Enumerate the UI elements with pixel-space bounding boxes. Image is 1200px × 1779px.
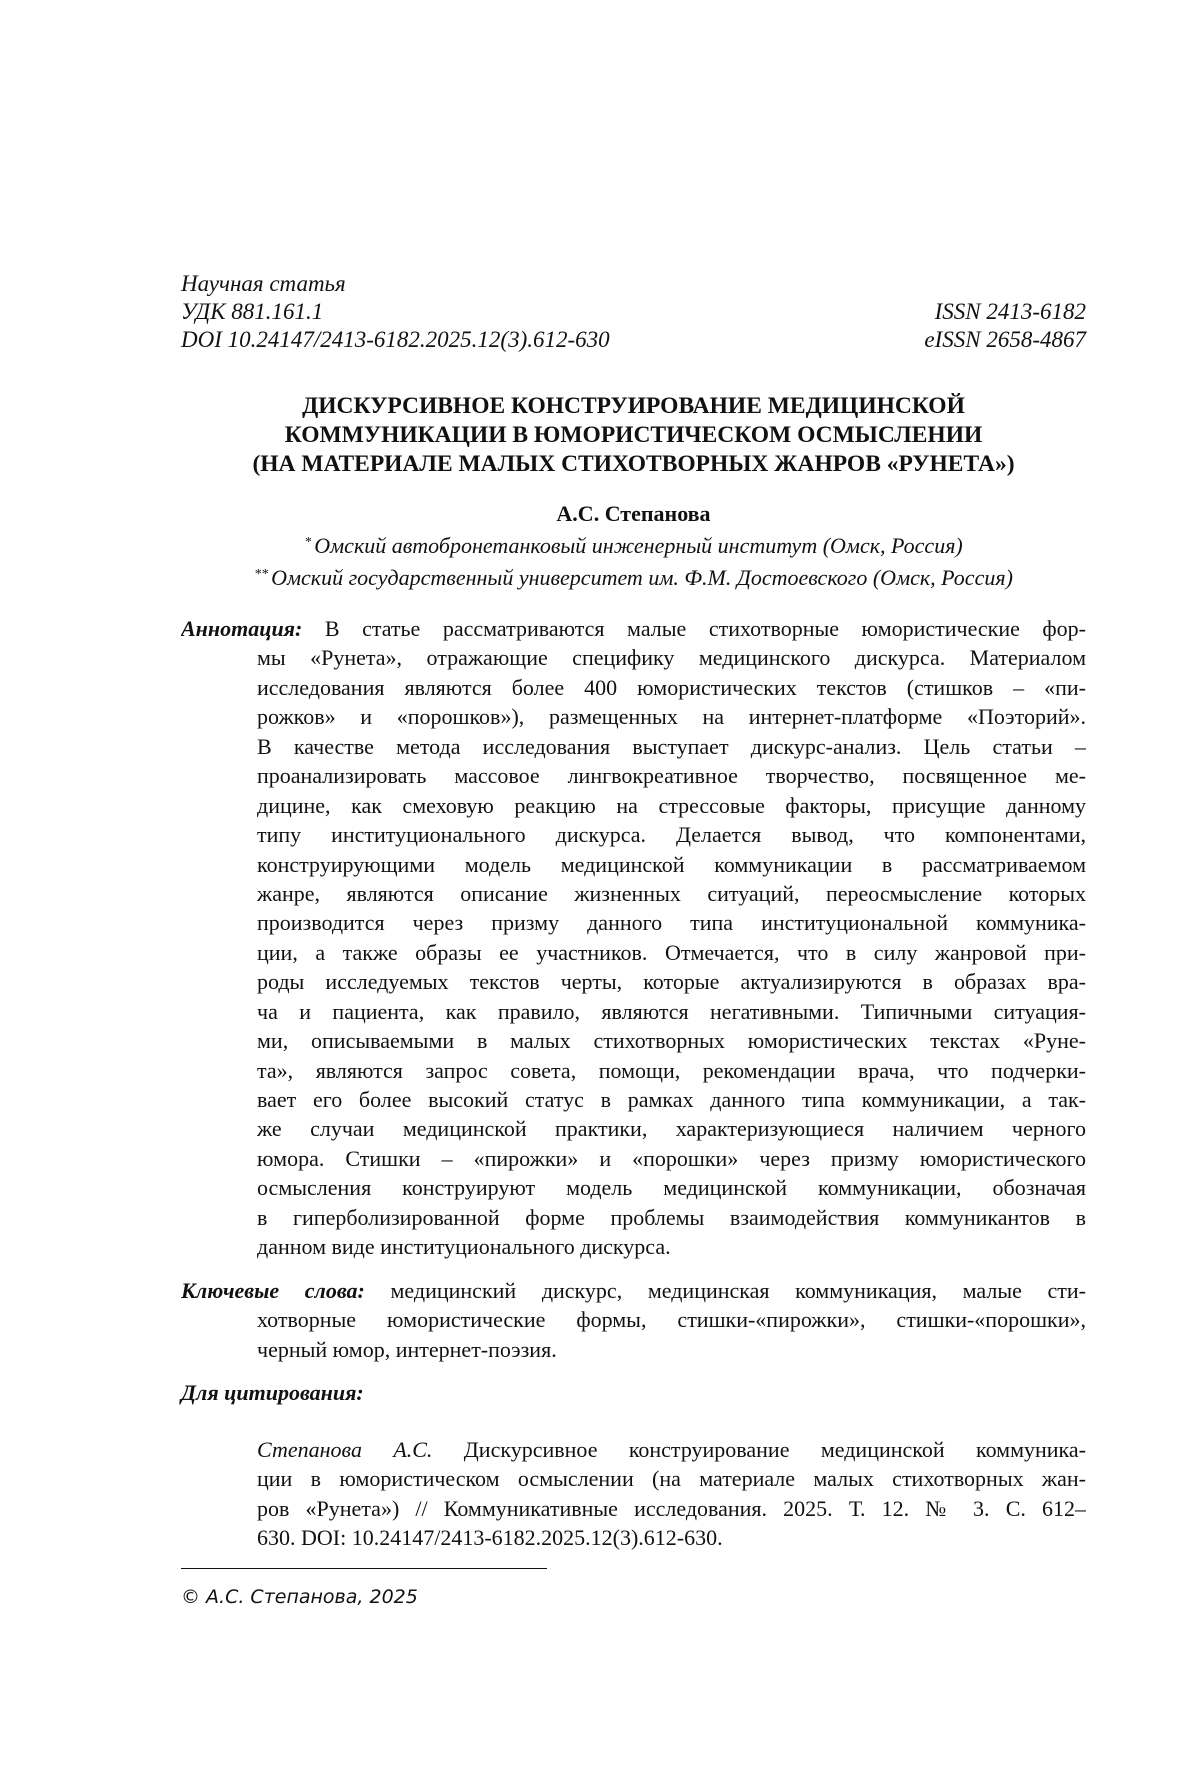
citation-line: 630. DOI: 10.24147/2413-6182.2025.12(3).612-630.: [257, 1525, 723, 1551]
doi: DOI 10.24147/2413-6182.2025.12(3).612-630: [181, 327, 610, 352]
abstract-line: жанре, являются описание жизненных ситуаций, переосмысление которых: [257, 880, 1086, 906]
abstract-label: Аннотация:: [181, 616, 303, 641]
article-type: Научная статья: [181, 271, 346, 296]
abstract-line: ции, а также образы ее участников. Отмечается, что в силу жанровой при-: [257, 939, 1086, 965]
citation: [181, 1435, 1086, 1553]
abstract-line: ми, описываемыми в малых стихотворных юмористических текстах «Руне-: [257, 1028, 1086, 1054]
citation-line: ров «Рунета») // Коммуникативные исследования. 2025. Т. 12. № 3. С. 612–: [257, 1495, 1086, 1521]
affiliation: [181, 560, 1086, 592]
abstract-line: В качестве метода исследования выступает дискурс-анализ. Цель статьи –: [257, 733, 1086, 759]
copyright: © А.С. Степанова, 2025: [181, 1585, 418, 1608]
citation-author: Степанова А.С.: [257, 1436, 433, 1462]
abstract-line: юмора. Стишки – «пирожки» и «порошки» через призму юмористического: [257, 1145, 1086, 1171]
affiliation-text: Омский автобронетанковый инженерный институт (Омск, Россия): [314, 533, 963, 558]
keywords-line: черный юмор, интернет-поэзия.: [257, 1336, 557, 1362]
abstract-line: ча и пациента, как правило, являются негативными. Типичными ситуация-: [257, 998, 1086, 1024]
title-line: ДИСКУРСИВНОЕ КОНСТРУИРОВАНИЕ МЕДИЦИНСКОЙ: [302, 393, 965, 419]
article-first-page: [181, 270, 1086, 1610]
udc-code: УДК 881.161.1: [181, 299, 324, 324]
abstract-line: конструирующими модель медицинской коммуникации в рассматриваемом: [257, 851, 1086, 877]
abstract-line: В статье рассматриваются малые стихотворные юмористические фор-: [324, 616, 1086, 641]
abstract-line: та», являются запрос совета, помощи, рекомендации врача, что подчерки-: [257, 1057, 1086, 1083]
affiliation: [181, 528, 1086, 560]
title-line: КОММУНИКАЦИИ В ЮМОРИСТИЧЕСКОМ ОСМЫСЛЕНИИ: [284, 422, 983, 448]
eissn: eISSN 2658-4867: [924, 327, 1086, 352]
abstract-line: исследования являются более 400 юмористических текстов (стишков – «пи-: [257, 674, 1086, 700]
keywords-line: хотворные юмористические формы, стишки-«пирожки», стишки-«порошки»,: [257, 1307, 1086, 1333]
affiliation-mark: *: [304, 535, 312, 550]
abstract-line: типу институционального дискурса. Делается вывод, что компонентами,: [257, 822, 1086, 848]
citation-line: Дискурсивное конструирование медицинской коммуника-: [432, 1436, 1086, 1462]
article-title: [181, 392, 1086, 479]
abstract-line: же случаи медицинской практики, характеризующиеся наличием черного: [257, 1116, 1086, 1142]
citation-label: Для цитирования:: [181, 1379, 364, 1405]
affiliation-mark: **: [254, 567, 269, 582]
issn: ISSN 2413-6182: [934, 299, 1086, 324]
article-metadata: [181, 270, 1086, 354]
abstract-line: роды исследуемых текстов черты, которые актуализируются в образах вра-: [257, 969, 1086, 995]
abstract-line: вает его более высокий статус в рамках данного типа коммуникации, а так-: [257, 1087, 1086, 1112]
abstract-line: проанализировать массовое лингвокреативное творчество, посвященное ме-: [257, 763, 1086, 789]
abstract-line: данном виде институционального дискурса.: [257, 1234, 671, 1260]
abstract-line: в гиперболизированной форме проблемы взаимодействия коммуникантов в: [257, 1204, 1086, 1230]
abstract-line: производится через призму данного типа институциональной коммуника-: [257, 910, 1086, 936]
affiliation-text: Омский государственный университет им. Ф.М. Достоевского (Омск, Россия): [271, 565, 1013, 590]
title-line: (НА МАТЕРИАЛЕ МАЛЫХ СТИХОТВОРНЫХ ЖАНРОВ «РУНЕТА»): [252, 451, 1015, 477]
keywords: [181, 1276, 1086, 1364]
abstract-line: рожков» и «порошков»), размещенных на интернет-платформе «Поэторий».: [257, 704, 1086, 730]
abstract-line: дицине, как смеховую реакцию на стрессовые факторы, присущие данному: [257, 792, 1086, 818]
footnote-divider: [181, 1568, 547, 1569]
abstract-line: осмысления конструируют модель медицинской коммуникации, обозначая: [257, 1175, 1086, 1201]
abstract-line: мы «Рунета», отражающие специфику медицинского дискурса. Материалом: [257, 645, 1086, 671]
author-name: А.С. Степанова: [556, 501, 711, 526]
abstract: [181, 614, 1086, 1262]
keywords-line: медицинский дискурс, медицинская коммуникация, малые сти-: [390, 1277, 1086, 1303]
keywords-label: Ключевые слова:: [181, 1277, 365, 1303]
citation-line: ции в юмористическом осмыслении (на материале малых стихотворных жан-: [257, 1466, 1086, 1492]
